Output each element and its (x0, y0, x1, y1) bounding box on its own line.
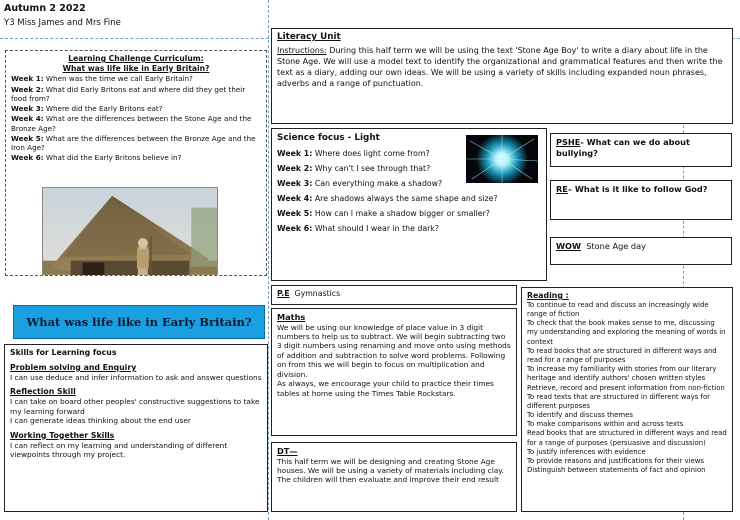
skill-line: I can generate ideas thinking about the end user (10, 416, 191, 426)
lc-week-text: What are the differences between the Stone Age and the Bronze Age? (11, 114, 252, 133)
science-week-text: Can everything make a shadow? (314, 179, 443, 189)
light-burst-image (466, 135, 538, 183)
science-week-text: Why can't I see through that? (314, 164, 431, 174)
skill-title: Working Together Skills (10, 430, 115, 440)
reading-item: Retrieve, record and present information from non-fiction (527, 383, 725, 392)
pe-box (271, 285, 517, 305)
skill-title: Reflection Skill (10, 387, 76, 397)
science-week-4 (277, 194, 541, 204)
lc-week-label: Week 4: (11, 114, 44, 124)
science-week-text: Are shadows always the same shape and size? (314, 194, 498, 204)
science-box (271, 128, 547, 281)
reading-item: Distinguish between statements of fact and opinion (527, 466, 706, 475)
skills-box (4, 344, 268, 512)
maths-heading: Maths (277, 312, 306, 322)
lc-week-text: What are the differences between the Bronze Age and the Iron Age? (11, 133, 256, 152)
lc-week-5 (11, 134, 261, 152)
re-box (550, 180, 732, 220)
science-week-text: What should I wear in the dark? (314, 224, 439, 234)
re-text: – What is it like to follow God? (567, 184, 708, 194)
skills-heading: Skills for Learning focus (10, 348, 117, 357)
science-week-6 (277, 224, 541, 234)
science-week-label: Week 3: (277, 179, 313, 189)
science-week-label: Week 6: (277, 224, 313, 234)
reading-item: To identify and discuss themes (527, 411, 633, 420)
science-week-5 (277, 209, 541, 219)
reading-item: To make comparisons within and across texts (527, 420, 684, 429)
pshe-box (550, 133, 732, 167)
lc-week-label: Week 6: (11, 153, 44, 163)
reading-item: To continue to read and discuss an increasingly wide range of fiction (527, 300, 709, 319)
lc-week-4 (11, 114, 261, 132)
banner-text: What was life like in Early Britain? (26, 314, 252, 329)
reading-item: To provide reasons and justifications for their views (527, 456, 704, 465)
literacy-body: During this half term we will be using the text 'Stone Age Boy' to write a diary about life in the Stone Age. We will use a model text to identify the organizational and grammatical features and then write the text as a diary, adding our own ideas. We will be using a variety of skills including expanded noun phrases, adverbs and a range of punctuation. (277, 46, 723, 89)
literacy-box (271, 28, 733, 124)
science-week-label: Week 5: (277, 209, 313, 219)
maths-para-2: As always, we encourage your child to practice their times tables at home using the Times Table Rockstars. (277, 379, 494, 398)
dt-box (271, 442, 517, 512)
lc-week-2 (11, 85, 261, 103)
maths-box (271, 308, 517, 436)
lc-week-label: Week 2: (11, 84, 44, 94)
lc-week-6 (11, 153, 261, 162)
reading-item: To read books that are structured in different ways and read for a range of purposes (527, 346, 717, 364)
reading-item: To read texts that are structured in different ways for different purposes (527, 392, 710, 410)
learning-challenge-box (5, 50, 267, 276)
learning-challenge-question: What was life like in Early Britain? (62, 63, 210, 73)
literacy-text (277, 45, 727, 89)
lc-week-label: Week 3: (11, 104, 44, 114)
pe-label: P.E (277, 289, 290, 298)
reading-item: Read books that are structured in different ways and read for a range of purposes (persuasive and discussion) (527, 429, 727, 447)
wow-label: WOW (556, 241, 582, 251)
science-week-label: Week 1: (277, 149, 313, 159)
science-heading: Science focus - Light (277, 133, 380, 143)
dt-line-1: This half term we will be designing and creating Stone Age houses. We will be using a variety of materials including clay. (277, 456, 504, 475)
skill-line: I can use deduce and infer information to ask and answer questions (10, 372, 262, 382)
reading-box (521, 287, 733, 512)
science-week-text: Where does light come from? (314, 149, 430, 159)
re-label: RE (556, 184, 568, 194)
wow-box (550, 237, 732, 265)
science-week-text: How can I make a shadow bigger or smaller? (314, 209, 490, 219)
maths-para-1: We will be using our knowledge of place value in 3 digit numbers to help us to subtract. We will begin subtracting two 3 digit numbers using renaming and move onto using methods of addition and subtraction to solve word problems. Following on from this we will begin to focus on multiplication and division. (277, 322, 511, 379)
class-teachers: Y3 Miss James and Mrs Fine (4, 18, 121, 29)
lc-week-1 (11, 74, 261, 83)
dt-line-2: The children will then evaluate and improve their end result (277, 475, 499, 485)
skill-line: I can take on board other peoples' constructive suggestions to take my learning forward (10, 397, 260, 416)
lc-week-label: Week 1: (11, 74, 44, 84)
wow-text: Stone Age day (586, 241, 646, 251)
page-header (4, 3, 268, 35)
pshe-text: - What can we do about bullying? (556, 137, 690, 158)
lc-week-text: What did the Early Britons believe in? (45, 153, 182, 163)
reading-item: To justify inferences with evidence (527, 447, 646, 456)
lc-week-3 (11, 104, 261, 113)
topic-banner (13, 305, 265, 339)
pshe-label: PSHE (556, 137, 581, 147)
pe-text: Gymnastics (294, 289, 341, 298)
lc-week-text: What did Early Britons eat and where did they get their food from? (11, 84, 246, 103)
roundhouse-photo (42, 187, 218, 276)
science-week-label: Week 2: (277, 164, 313, 174)
literacy-label: Instructions: (277, 46, 327, 56)
skill-line: I can reflect on my learning and understanding of different viewpoints through my project. (10, 440, 228, 460)
skill-title: Problem solving and Enquiry (10, 362, 137, 372)
reading-item: To check that the book makes sense to me, discussing my understanding and exploring the meaning of words in context (527, 319, 726, 346)
term-title: Autumn 2 2022 (4, 3, 86, 14)
guide-line (268, 0, 269, 520)
science-week-label: Week 4: (277, 194, 313, 204)
literacy-heading: Literacy Unit (277, 32, 341, 42)
reading-item: To increase my familiarity with stories from our literary heritage and identify authors' chosen written styles (527, 365, 717, 383)
lc-week-label: Week 5: (11, 133, 44, 143)
lc-week-text: When was the time we call Early Britain? (45, 74, 193, 84)
lc-week-text: Where did the Early Britons eat? (45, 104, 163, 114)
dt-heading: DT— (277, 446, 298, 456)
reading-heading: Reading : (527, 291, 569, 300)
learning-challenge-title: Learning Challenge Curriculum: (68, 54, 204, 63)
